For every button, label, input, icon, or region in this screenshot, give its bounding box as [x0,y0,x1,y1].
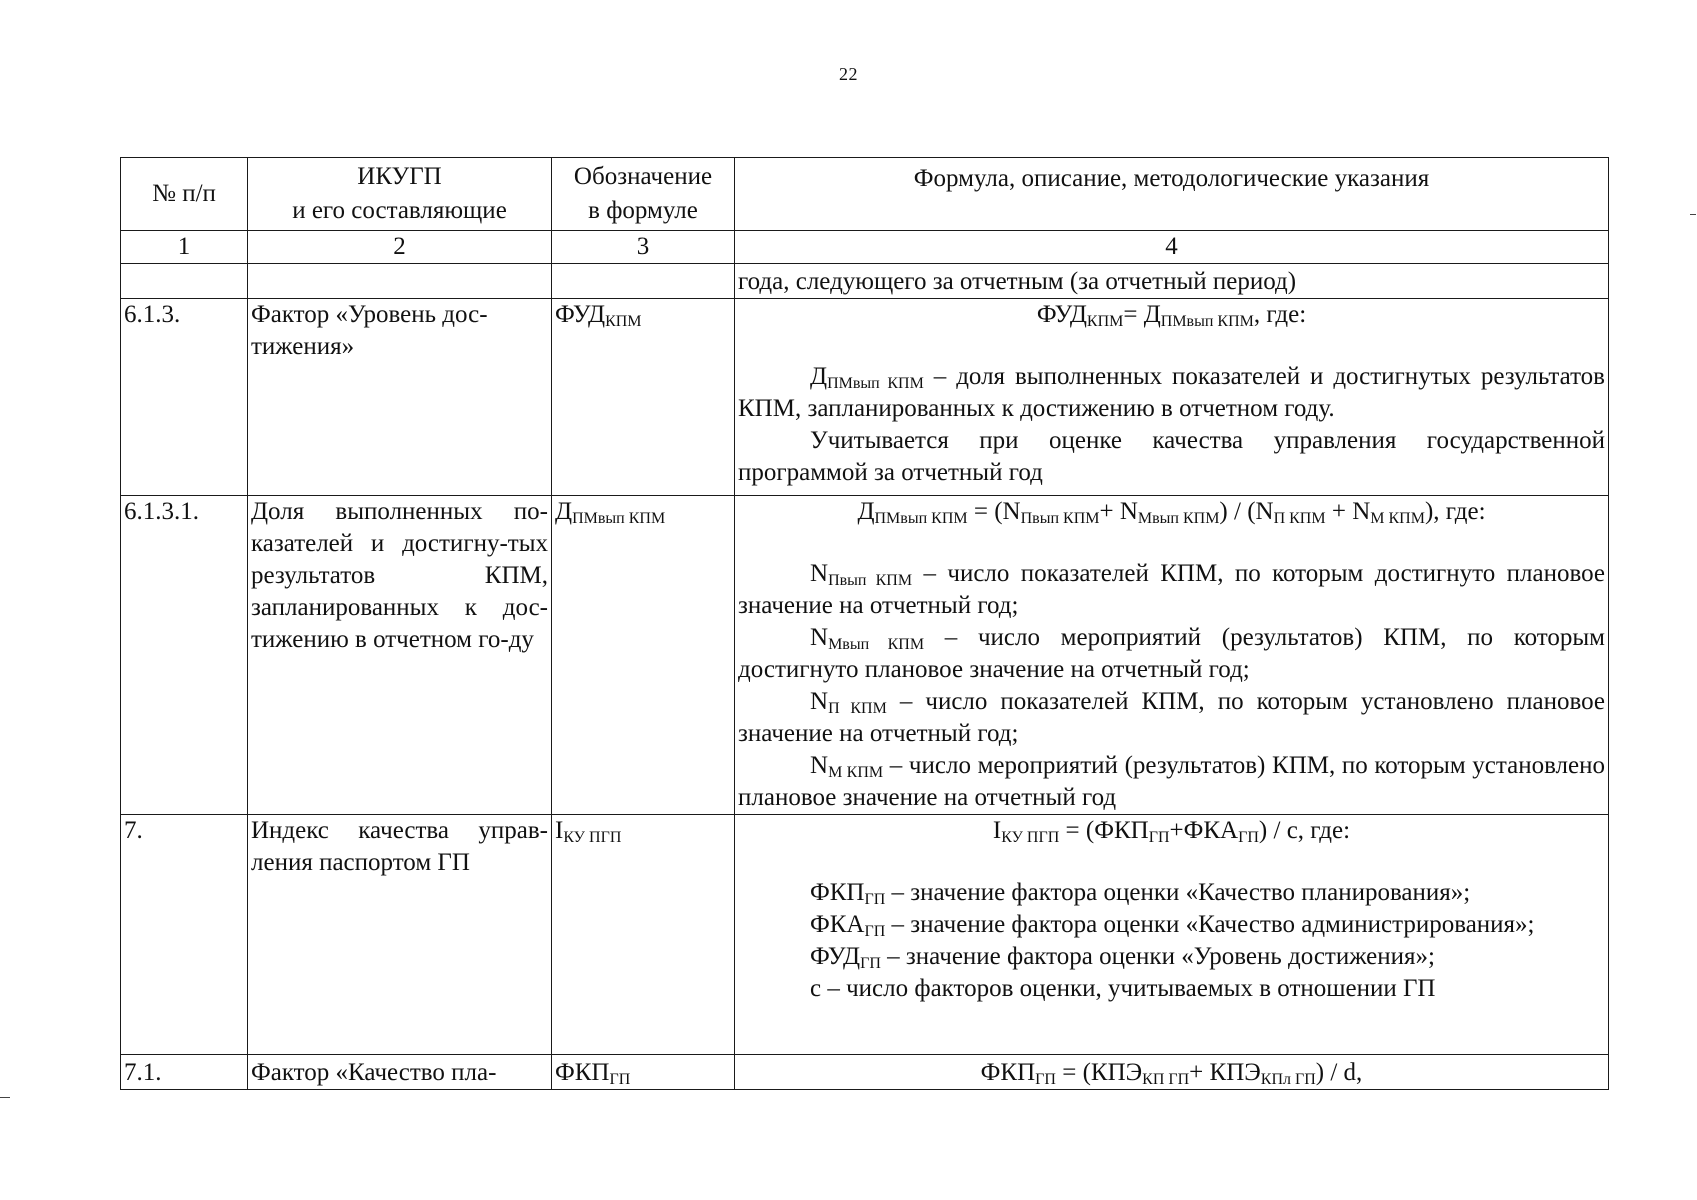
header-num: № п/п [121,158,248,231]
term-main: Д [810,363,828,390]
cell-description [735,1055,1609,1090]
cell-symbol [552,264,735,299]
term-text: – число мероприятий (результатов) КПМ, по которым достигнуто плановое значение на отчетный год; [738,624,1605,683]
term-sub: ГП [864,891,886,908]
cell-num: 6.1.3.1. [121,496,248,815]
header-name [248,158,552,231]
cell-name [248,264,552,299]
term-main: ФКА [810,911,865,938]
symbol-sub: КПМ [605,313,642,330]
cell-description [735,496,1609,815]
formula-part: ФУД [1036,301,1087,328]
description-paragraph [738,361,1605,425]
table-row-continuation [121,264,1609,299]
scan-mark [0,1097,10,1098]
description-paragraph [738,941,1605,973]
term-main: N [810,624,829,651]
term-text: – число показателей КПМ, по которым достигнуто плановое значение на отчетный год; [738,560,1606,619]
cell-description [735,815,1609,1055]
cell-description [735,299,1609,496]
term-main: N [810,752,829,779]
cell-symbol [552,496,735,815]
description-paragraph [738,622,1605,686]
column-number: 4 [735,231,1609,264]
table-header-row [121,158,1609,231]
formula-line: $ФКП_{ГП} = (КПЭ_{КП ГП}+ КПЭ_{КПл ГП}) / d$, [980,1059,1363,1088]
scan-mark [1690,214,1696,215]
header-formula: Формула, описание, методологические указания [735,158,1609,231]
term-sub: ГП [860,955,881,972]
table-row-6-1-3 [121,299,1609,496]
header-symbol-line2: в формуле [588,197,698,224]
description-paragraph [738,877,1605,909]
cell-name: Фактор «Качество пла- [248,1055,552,1090]
cell-symbol [552,1055,735,1090]
cell-num: 7.1. [121,1055,248,1090]
formula-part: , где: [1253,301,1307,328]
formula-line [738,299,1605,331]
description-paragraph [738,909,1605,941]
term-sub: Мвып КПМ [828,636,925,653]
symbol-main: ФКП [555,1059,610,1086]
term-sub: ПМвып КПМ [827,375,924,392]
description-paragraph [738,558,1605,622]
cell-num: 6.1.3. [121,299,248,496]
symbol-main: Д [555,498,573,525]
column-number-row [121,231,1609,264]
description-paragraph: Учитывается при оценке качества управления государственной программой за отчетный год [738,427,1605,486]
continuation-text: года, следующего за отчетным (за отчетный период) [735,264,1609,299]
cell-symbol [552,299,735,496]
cell-symbol [552,815,735,1055]
column-number: 1 [121,231,248,264]
header-symbol-line1: Обозначение [573,163,713,190]
formula-part: = Д [1123,301,1161,328]
symbol-sub: КУ ПГП [563,829,622,846]
cell-name: Доля выполненных по-казателей и достигну-тых результатов КПМ, запланированных к дос-тижению в отчетном го-ду [248,496,552,815]
term-main: N [810,560,829,587]
term-text: – число мероприятий (результатов) КПМ, по которым установлено плановое значение на отчетный год [738,752,1606,811]
table-row-7 [121,815,1609,1055]
term-sub: Пвып КПМ [828,572,913,589]
symbol-sub: ПМвып КПМ [572,510,666,527]
term-sub: П КПМ [828,700,887,717]
page-number: 22 [839,64,858,84]
header-name-line2: и его составляющие [292,197,507,224]
column-number: 2 [248,231,552,264]
term-text: – значение фактора оценки «Уровень достижения»; [880,943,1435,970]
description-paragraph [738,750,1605,814]
formula-sub: КПМ [1086,313,1124,330]
term-main: ФУД [810,943,861,970]
table-row-7-1 [121,1055,1609,1090]
term-text: – доля выполненных показателей и достигнутых результатов КПМ, запланированных к достижению в отчетном году. [738,363,1605,422]
symbol-main: ФУД [555,301,606,328]
header-symbol [552,158,735,231]
table-row-6-1-3-1 [121,496,1609,815]
column-number: 3 [552,231,735,264]
term-text: – значение фактора оценки «Качество планирования»; [885,879,1471,906]
symbol-sub: ГП [609,1071,631,1088]
term-main: N [810,688,829,715]
cell-num: 7. [121,815,248,1055]
header-name-line1: ИКУГП [357,163,442,190]
formula-sub: ПМвып КПМ [1160,313,1254,330]
description-paragraph [738,686,1605,750]
term-text: – значение фактора оценки «Качество администрирования»; [885,911,1535,938]
term-sub: М КПМ [828,764,884,781]
cell-name: Фактор «Уровень дос-тижения» [248,299,552,496]
formula-line: $Д_{ПМвып КПМ} = (N_{Пвып КПМ}+ N_{Мвып КПМ}) / (N_{П КПМ} + N_{М КПМ})$, где: [857,498,1486,527]
methodology-table [120,157,1609,1090]
term-text: – число показателей КПМ, по которым установлено плановое значение на отчетный год; [738,688,1605,747]
description-paragraph: с – число факторов оценки, учитываемых в отношении ГП [810,975,1436,1002]
term-sub: ГП [864,923,886,940]
term-main: ФКП [810,879,865,906]
cell-num [121,264,248,299]
symbol-main: I [555,817,564,844]
cell-name: Индекс качества управ-ления паспортом ГП [248,815,552,1055]
formula-line: $I_{КУ ПГП} = (ФКП_{ГП}+ФКА_{ГП}) / с$, где: [992,817,1351,846]
